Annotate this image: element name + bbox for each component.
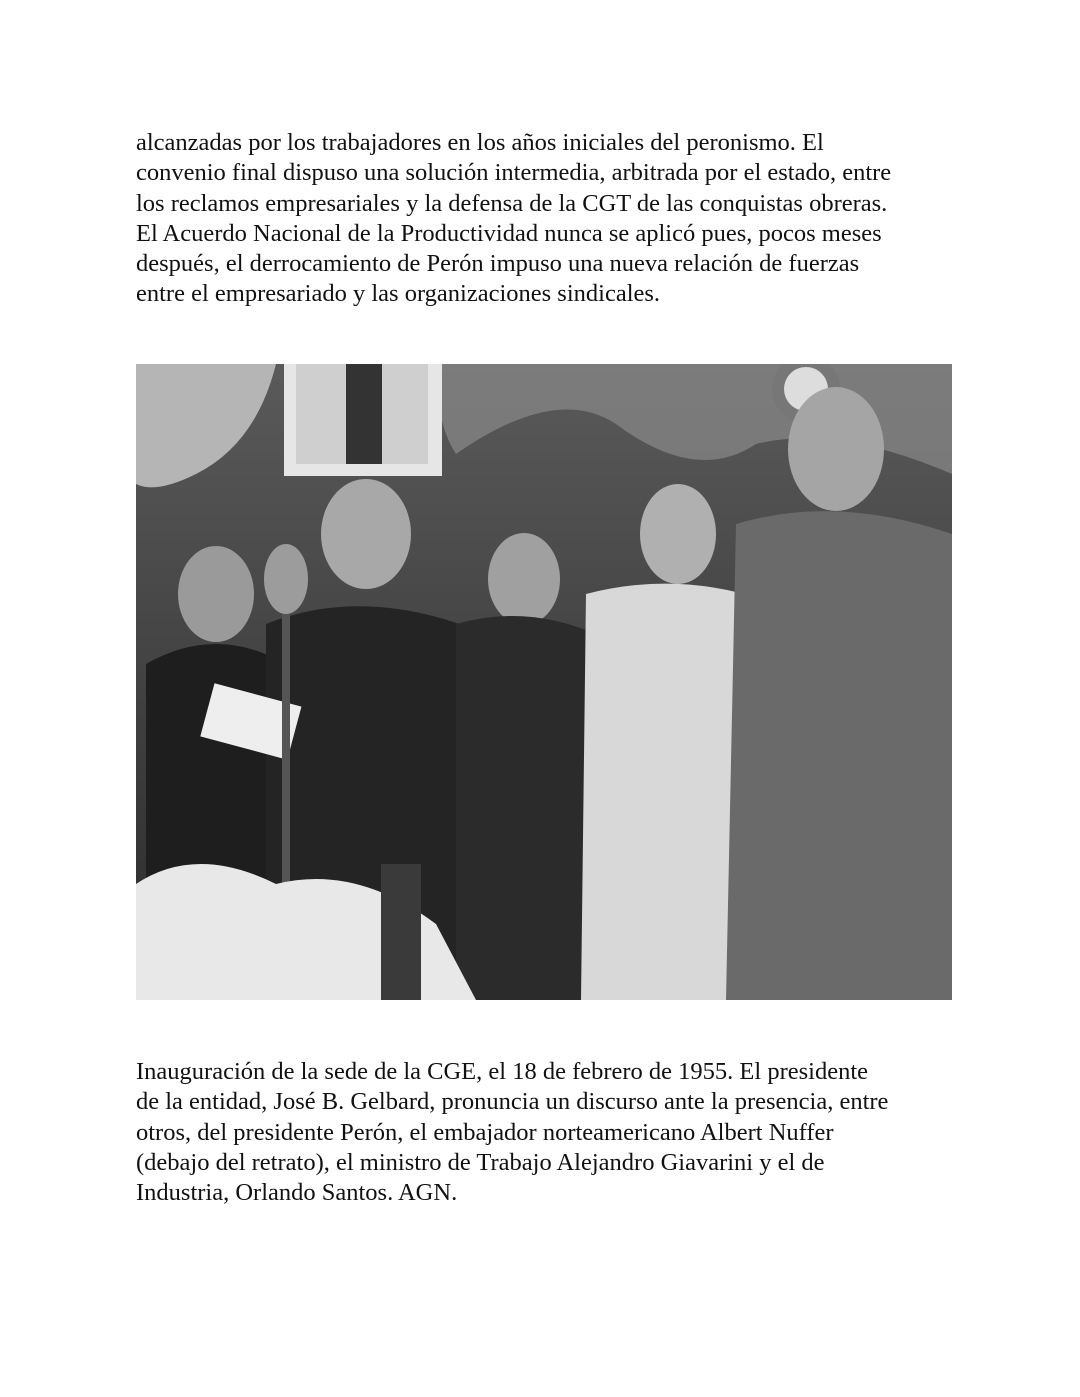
paragraph-line: El Acuerdo Nacional de la Productividad nunca se aplicó pues, pocos meses	[136, 219, 882, 247]
caption-line: de la entidad, José B. Gelbard, pronuncia un discurso ante la presencia, entre	[136, 1088, 889, 1116]
photo-caption	[136, 1057, 888, 1208]
gelbard-head	[321, 479, 411, 589]
bottle	[381, 864, 421, 1000]
caption-line: (debajo del retrato), el ministro de Trabajo Alejandro Giavarini y el de	[136, 1148, 825, 1176]
historical-photo	[136, 364, 952, 1000]
person-suit	[456, 616, 596, 1000]
person-head	[488, 533, 560, 625]
caption-line: otros, del presidente Perón, el embajador norteamericano Albert Nuffer	[136, 1118, 834, 1146]
caption-line: Industria, Orlando Santos. AGN.	[136, 1179, 458, 1207]
paragraph-line: convenio final dispuso una solución intermedia, arbitrada por el estado, entre	[136, 159, 892, 187]
caption-line: Inauguración de la sede de la CGE, el 18 de febrero de 1955. El presidente	[136, 1058, 868, 1085]
person-head	[178, 546, 254, 642]
paragraph-line: después, el derrocamiento de Perón impuso una nueva relación de fuerzas	[136, 250, 860, 278]
body-paragraph	[136, 128, 891, 310]
person-gray-suit	[726, 511, 952, 1000]
microphone	[264, 544, 308, 614]
person-head	[788, 387, 884, 511]
paragraph-line: alcanzadas por los trabajadores en los años iniciales del peronismo. El	[136, 129, 824, 156]
paragraph-line: entre el empresariado y las organizaciones sindicales.	[136, 280, 661, 308]
peron-head	[640, 484, 716, 584]
paragraph-line: los reclamos empresariales y la defensa de la CGT de las conquistas obreras.	[136, 189, 888, 217]
